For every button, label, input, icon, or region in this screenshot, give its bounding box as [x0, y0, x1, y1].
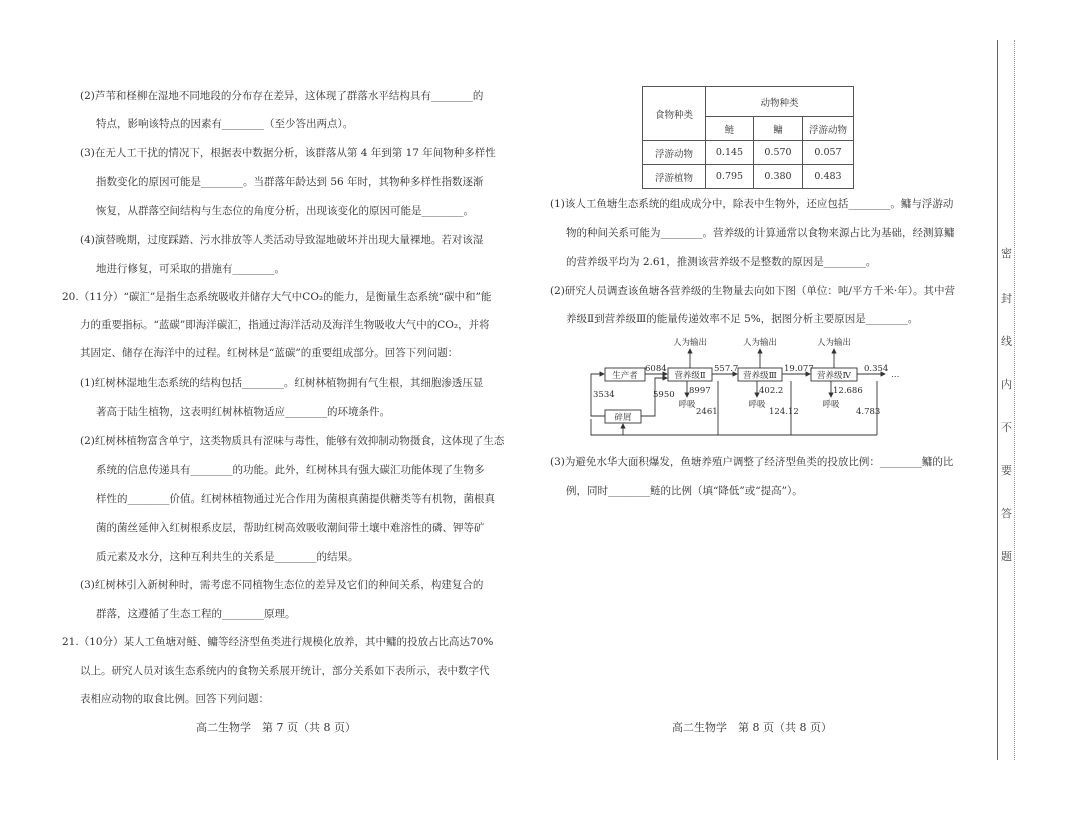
- flow-value: 19.077: [784, 364, 814, 374]
- text-line: 群落，这遵循了生态工程的________原理。: [96, 608, 296, 620]
- question-21: 21.（10分）某人工鱼塘对鲢、鳙等经济型鱼类进行规模化放养，其中鳙的投放占比高达70%: [62, 636, 494, 648]
- text-line: 物的种间关系可能为________。营养级的计算通常以食物来源占比为基础，经测算鳙: [566, 227, 955, 239]
- table-column-header: 浮游动物: [803, 117, 854, 141]
- human-output-label: 人为输出: [742, 338, 778, 348]
- flow-value: 5950: [653, 390, 675, 400]
- table-cell: 0.380: [754, 165, 803, 189]
- table-cell: 0.795: [706, 165, 754, 189]
- flow-value: 124.12: [769, 407, 799, 417]
- flow-value: 557.7: [714, 364, 739, 374]
- table-cell: 0.057: [803, 141, 854, 165]
- table-column-header: 鳙: [754, 117, 803, 141]
- question-20: 20.（11分）“碳汇”是指生态系统吸收并储存大气中CO₂的能力，是衡量生态系统“碳中和”能: [62, 291, 492, 303]
- text-line: 表相应动物的取食比例。回答下列问题：: [80, 693, 269, 705]
- binding-char: 密: [1001, 247, 1012, 260]
- text-line: 力的重要指标。“蓝碳”即海洋碳汇，指通过海洋活动及海洋生物吸收大气中的CO₂，并将: [80, 319, 490, 331]
- table-cell: 0.570: [754, 141, 803, 165]
- table-row-label: 浮游植物: [643, 165, 706, 189]
- table-row: [643, 165, 854, 189]
- text-line: 特点，影响该特点的因素有________（至少答出两点）。: [96, 118, 354, 130]
- text-line: 样性的________价值。红树林植物通过光合作用为菌根真菌提供糖类等有机物，菌根真: [96, 493, 495, 505]
- text-line: 菌的菌丝延伸入红树根系皮层，帮助红树高效吸收潮间带土壤中难溶性的磷、钾等矿: [96, 522, 485, 534]
- flow-value: 402.2: [759, 386, 784, 396]
- text-line: (1)红树林湿地生态系统的结构包括________。红树林植物拥有气生根，其细胞渗透压显: [80, 377, 484, 389]
- binding-dotted-line: [1014, 40, 1015, 760]
- flow-value: 12.686: [833, 386, 863, 396]
- table-row-label: 浮游动物: [643, 141, 706, 165]
- respiration-label: 呼吸: [822, 400, 840, 410]
- text-line: (2)研究人员调查该鱼塘各营养级的生物量去向如下图（单位：吨/平方千米·年）。其中营: [550, 285, 955, 297]
- text-line: (2)芦苇和柽柳在湿地不同地段的分布存在差异，这体现了群落水平结构具有________的: [80, 90, 484, 102]
- text-line: (3)为避免水华大面积爆发，鱼塘养殖户调整了经济型鱼类的投放比例：________鳙的比: [550, 456, 954, 468]
- flow-value: 3534: [593, 390, 615, 400]
- page-footer: 高二生物学 第 8 页（共 8 页）: [672, 721, 832, 734]
- detritus-label: 碎屑: [614, 413, 632, 423]
- table-row: [643, 141, 854, 165]
- table-cell: 0.483: [803, 165, 854, 189]
- left-page: [0, 0, 520, 816]
- text-line: (2)红树林植物富含单宁，这类物质具有涩味与毒性，能够有效抑制动物摄食，这体现了生态: [80, 435, 505, 447]
- flow-value: 6084: [645, 364, 667, 374]
- binding-char: 题: [1001, 550, 1012, 563]
- table-cell: 0.145: [706, 141, 754, 165]
- human-output-label: 人为输出: [672, 338, 708, 348]
- text-line: 其固定、储存在海洋中的过程。红树林是“蓝碳”的重要组成部分。回答下列问题：: [80, 347, 459, 359]
- level-2-label: 营养级Ⅱ: [674, 371, 706, 381]
- flow-value: 4.783: [856, 407, 881, 417]
- text-line: 养级Ⅱ到营养级Ⅲ的能量传递效率不足 5%，据图分析主要原因是________。: [566, 313, 919, 325]
- text-line: (3)在无人工干扰的情况下，根据表中数据分析，该群落从第 4 年到第 17 年间物种多样性: [80, 147, 496, 159]
- respiration-label: 呼吸: [748, 400, 766, 410]
- text-line: 系统的信息传递具有________的功能。此外，红树林具有强大碳汇功能体现了生物多: [96, 464, 485, 476]
- text-line: 著高于陆生植物，这表明红树林植物适应________的环境条件。: [96, 406, 390, 418]
- text-line: (3)红树林引入新树种时，需考虑不同植物生态位的差异及它们的种间关系，构建复合的: [80, 579, 484, 591]
- ellipsis: …: [891, 370, 900, 380]
- text-line: 地进行修复，可采取的措施有________。: [96, 263, 285, 275]
- level-3-label: 营养级Ⅲ: [743, 371, 777, 381]
- binding-char: 不: [1001, 421, 1012, 434]
- human-output-label: 人为输出: [816, 338, 852, 348]
- binding-char: 答: [1001, 507, 1012, 520]
- table-col-group: 动物种类: [706, 87, 854, 117]
- text-line: 指数变化的原因可能是________。当群落年龄达到 56 年时，其物种多样性指数逐渐: [96, 176, 484, 188]
- food-table: [642, 86, 854, 189]
- text-line: (1)该人工鱼塘生态系统的组成成分中，除表中生物外，还应包括________。鳙与浮游动: [550, 198, 954, 210]
- flow-value: 8997: [689, 386, 711, 396]
- page-footer: 高二生物学 第 7 页（共 8 页）: [196, 721, 356, 734]
- energy-flow-diagram: [583, 335, 913, 445]
- text-line: (4)演替晚期，过度踩踏、污水排放等人类活动导致湿地破坏并出现大量裸地。若对该湿: [80, 234, 484, 246]
- text-line: 质元素及水分，这种互利共生的关系是________的结果。: [96, 551, 359, 563]
- text-line: 恢复，从群落空间结构与生态位的角度分析，出现该变化的原因可能是________。: [96, 205, 474, 217]
- flow-value: 2461: [696, 407, 718, 417]
- binding-char: 要: [1001, 464, 1012, 477]
- text-line: 的营养级平均为 2.61，推测该营养级不是整数的原因是________。: [566, 256, 877, 268]
- flow-value: 0.354: [864, 364, 889, 374]
- text-line: 例，同时________鲢的比例（填“降低”或“提高”）。: [566, 485, 803, 497]
- binding-char: 线: [1001, 335, 1012, 348]
- binding-char: 封: [1001, 292, 1012, 305]
- respiration-label: 呼吸: [678, 400, 696, 410]
- table-row-header: 食物种类: [643, 87, 706, 141]
- table-column-header: 鲢: [706, 117, 754, 141]
- text-line: 以上。研究人员对该生态系统内的食物关系展开统计，部分关系如下表所示，表中数字代: [80, 665, 490, 677]
- level-4-label: 营养级Ⅳ: [817, 371, 851, 381]
- producer-label: 生产者: [612, 371, 638, 381]
- binding-char: 内: [1001, 378, 1012, 391]
